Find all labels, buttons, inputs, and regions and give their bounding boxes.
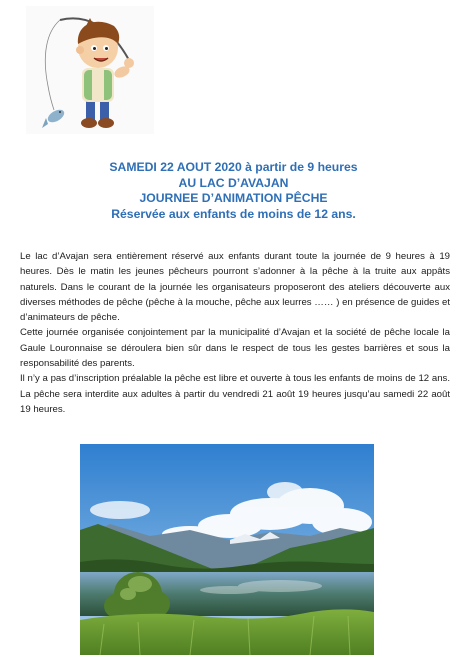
description-paragraph-1: Le lac d’Avajan sera entièrement réservé aux enfants durant toute la journée de 9 heures à 19 heures. Dès le matin les jeunes pêcheurs pourront s’adonner à la pêche à la truite aux appâts naturels. Dans le courant de la journée les organisateurs proposeront des ateliers découverte aux diverses méthodes de pêche (pêche à la mouche, pêche aux leurres …… ) en présence de guides et d’animateurs de pêche. xyxy=(20,251,450,324)
headline-audience: Réservée aux enfants de moins de 12 ans. xyxy=(111,206,356,221)
event-description xyxy=(20,249,450,417)
description-paragraph-2: Cette journée organisée conjointement par la municipalité d’Avajan et la société de pêche locale la Gaule Louronnaise se déroulera bien sûr dans le respect de tous les gestes barrières et sous la responsabilité des parents. xyxy=(20,327,450,370)
lake-photo xyxy=(80,444,374,655)
event-headline xyxy=(40,160,427,222)
headline-event-title: JOURNEE D’ANIMATION PÊCHE xyxy=(139,191,328,205)
fishing-boy-illustration xyxy=(26,6,154,134)
headline-date: SAMEDI 22 AOUT 2020 à partir de 9 heures xyxy=(109,160,358,174)
description-paragraph-3: Il n’y a pas d’inscription préalable la pêche est libre et ouverte à tous les enfants de moins de 12 ans. La pêche sera interdite aux adultes à partir du vendredi 21 août 19 heures jusqu’au samedi 22 août 19 heures. xyxy=(20,373,450,415)
headline-location: AU LAC D’AVAJAN xyxy=(178,175,289,190)
